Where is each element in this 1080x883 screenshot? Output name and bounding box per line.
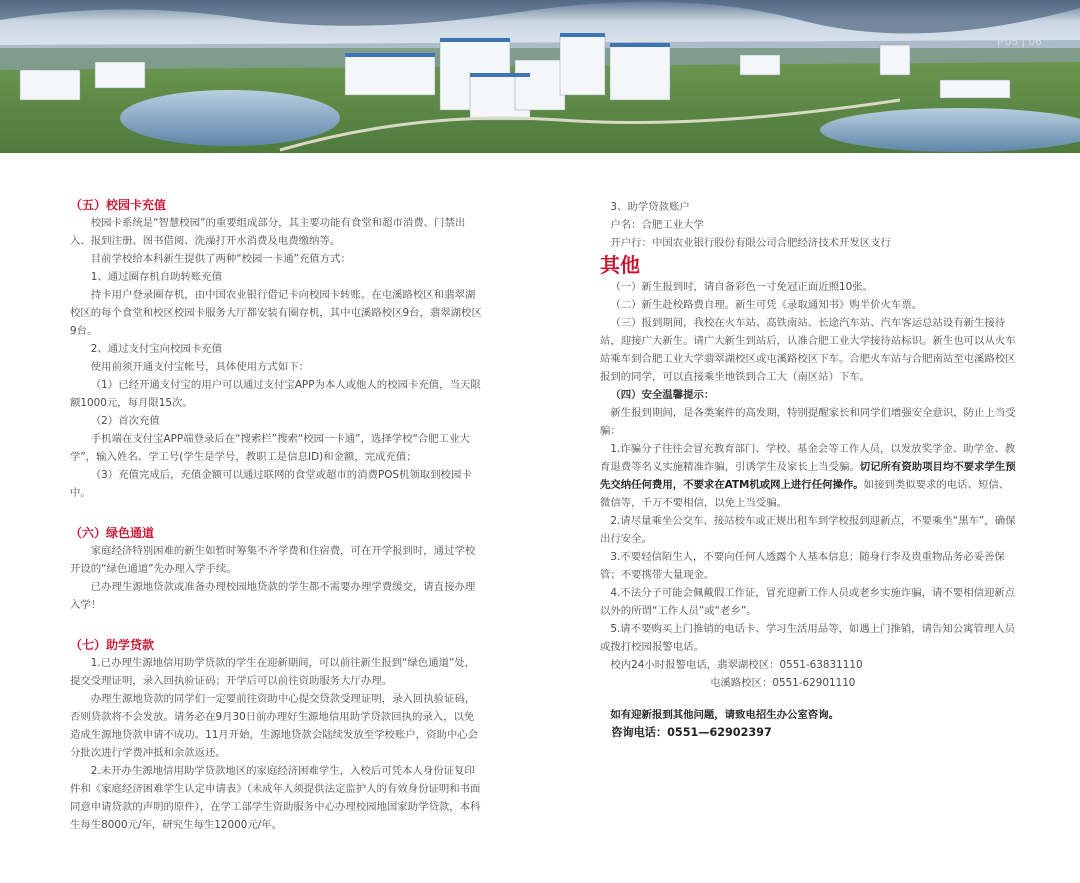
paragraph: 2.未开办生源地信用助学贷款地区的家庭经济困难学生，入校后可凭本人身份证复印件和《家庭经济困难学生认定申请表》（未成年人须提供法定监护人的有效身份证明和书面同意申请贷款的声明的原件），在学工部学生资助服务中心办理校园地国家助学贷款，本科生每生8000元/年，研究生每生12000元/年。 [70, 765, 481, 831]
contact-line: 如有迎新报到其他问题，请致电招生办公室咨询。 [610, 709, 839, 721]
tip-emphasis: 切记所有资助项目均不要求学生预先交纳任何费用，不要求在ATM机或网上进行任何操作。 [600, 461, 1016, 491]
paragraph: 使用前须开通支付宝帐号，具体使用方式如下： [90, 361, 309, 373]
paragraph: （3）充值完成后，充值金额可以通过联网的食堂或超市的消费POS机领取到校园卡中。 [70, 469, 472, 499]
paragraph: （二）新生赴校路费自理。新生可凭《录取通知书》购半价火车票。 [610, 299, 923, 311]
paragraph: （1）已经开通支付宝的用户可以通过支付宝APP为本人或他人的校园卡充值，当天限额1000元，每月限15次。 [70, 379, 481, 409]
safety-title: （四）安全温馨提示： [610, 389, 715, 401]
tip-text: 1.诈骗分子往往会冒充教育部门、学校、基金会等工作人员，以发放奖学金、助学金、教育退费等名义实施精准诈骗，引诱学生及家长上当受骗。 [600, 443, 1016, 473]
right-column [600, 198, 1018, 742]
section-title: （七）助学贷款 [70, 638, 155, 652]
paragraph: 1、通过圈存机自助转账充值 [90, 271, 223, 283]
paragraph: 1.已办理生源地信用助学贷款的学生在迎新期间，可以前往新生报到“绿色通道”处，提交受理证明，录入回执验证码；开学后可以前往资助服务大厅办理。 [70, 657, 476, 687]
tip-text: 如接到类似要求的电话、短信、微信等，千万不要相信，以免上当受骗。 [600, 479, 1010, 509]
safety-tip-1 [600, 440, 1018, 512]
paragraph: 手机端在支付宝APP端登录后在“搜索栏”搜索“校园一卡通”，选择学校“合肥工业大学”，输入姓名、学工号(学生是学号，教职工是信息ID)和金额，完成充值； [70, 433, 470, 463]
paragraph: 持卡用户登录圈存机，由中国农业银行借记卡向校园卡转账。在屯溪路校区和翡翠湖校区的每个食堂和校区校园卡服务大厅都安装有圈存机，其中屯溪路校区9台，翡翠湖校区9台。 [70, 289, 482, 337]
paragraph: （一）新生报到时，请自备彩色一寸免冠正面近照10张。 [610, 281, 873, 293]
safety-tip-2: 2.请尽量乘坐公交车、接站校车或正规出租车到学校报到迎新点，不要乘坐“黑车”，确保出行安全。 [600, 515, 1016, 545]
hotline-1: 校内24小时报警电话，翡翠湖校区：0551-63831110 [610, 659, 863, 671]
page-number: P05 | 06 [997, 36, 1042, 48]
paragraph: 目前学校给本科新生提供了两种“校园一卡通”充值方式： [90, 253, 351, 265]
paragraph: 2、通过支付宝向校园卡充值 [90, 343, 223, 355]
safety-tip-5: 5.请不要购买上门推销的电话卡、学习生活用品等，如遇上门推销，请告知公寓管理人员或拨打校园报警电话。 [600, 623, 1016, 653]
section-title: （五）校园卡充值 [70, 198, 167, 212]
left-column [70, 196, 482, 834]
paragraph: 新生报到期间，是各类案件的高发期，特别提醒家长和同学们增强安全意识，防止上当受骗： [600, 407, 1016, 437]
paragraph: （2）首次充值 [90, 415, 160, 427]
hotline-2: 屯溪路校区：0551-62901110 [710, 677, 856, 689]
paragraph: 校园卡系统是“智慧校园”的重要组成部分，其主要功能有食堂和超市消费、门禁出入、报到注册、图书借阅、洗澡打开水消费及电费缴纳等。 [70, 217, 466, 247]
account-line: 户名：合肥工业大学 [610, 219, 704, 231]
paragraph: 办理生源地贷款的同学们一定要前往资助中心提交贷款受理证明，录入回执验证码，否则贷款将不会发放。请务必在9月30日前办理好生源地信用助学贷款回执的录入，以免造成生源地贷款申请不成功。11月开始，生源地贷款会陆续发放至学校账户，资助中心会分批次进行学费冲抵和余款返还。 [70, 693, 479, 759]
campus-aerial-icon [0, 0, 1080, 153]
paragraph: 家庭经济特别困难的新生如暂时筹集不齐学费和住宿费，可在开学报到时，通过学校开设的“绿色通道”先办理入学手续。 [70, 545, 476, 575]
loan-account [600, 198, 1018, 252]
section-green-channel [70, 524, 482, 614]
contact-phone: 咨询电话：0551—62902397 [611, 726, 772, 739]
paragraph: （三）报到期间，我校在火车站、高铁南站、长途汽车站、汽车客运总站设有新生接待站，迎接广大新生。请广大新生到站后，认准合肥工业大学接待站标识。新生也可以从火车站乘车到合肥工业大学翡翠湖校区或屯溪路校区下车。合肥火车站与合肥南站至屯溪路校区报到的同学，可以直接乘坐地铁到合工大（南区站）下车。 [600, 317, 1016, 383]
account-line: 3、助学贷款账户 [610, 201, 690, 213]
campus-banner [0, 0, 1080, 153]
other-title: 其他 [600, 253, 640, 277]
section-campus-card [70, 196, 482, 502]
safety-tip-4: 4.不法分子可能会佩戴假工作证，冒充迎新工作人员或老乡实施诈骗，请不要相信迎新点以外的所谓“工作人员”或“老乡”。 [600, 587, 1016, 617]
account-line: 开户行：中国农业银行股份有限公司合肥经济技术开发区支行 [610, 237, 891, 249]
paragraph: 已办理生源地贷款或准备办理校园地贷款的学生都不需要办理学费缓交，请直接办理入学！ [70, 581, 476, 611]
section-title: （六）绿色通道 [70, 526, 155, 540]
section-student-loan [70, 636, 482, 834]
safety-tip-3: 3.不要轻信陌生人，不要向任何人透露个人基本信息；随身行李及贵重物品务必妥善保管；不要携带大量现金。 [600, 551, 1005, 581]
